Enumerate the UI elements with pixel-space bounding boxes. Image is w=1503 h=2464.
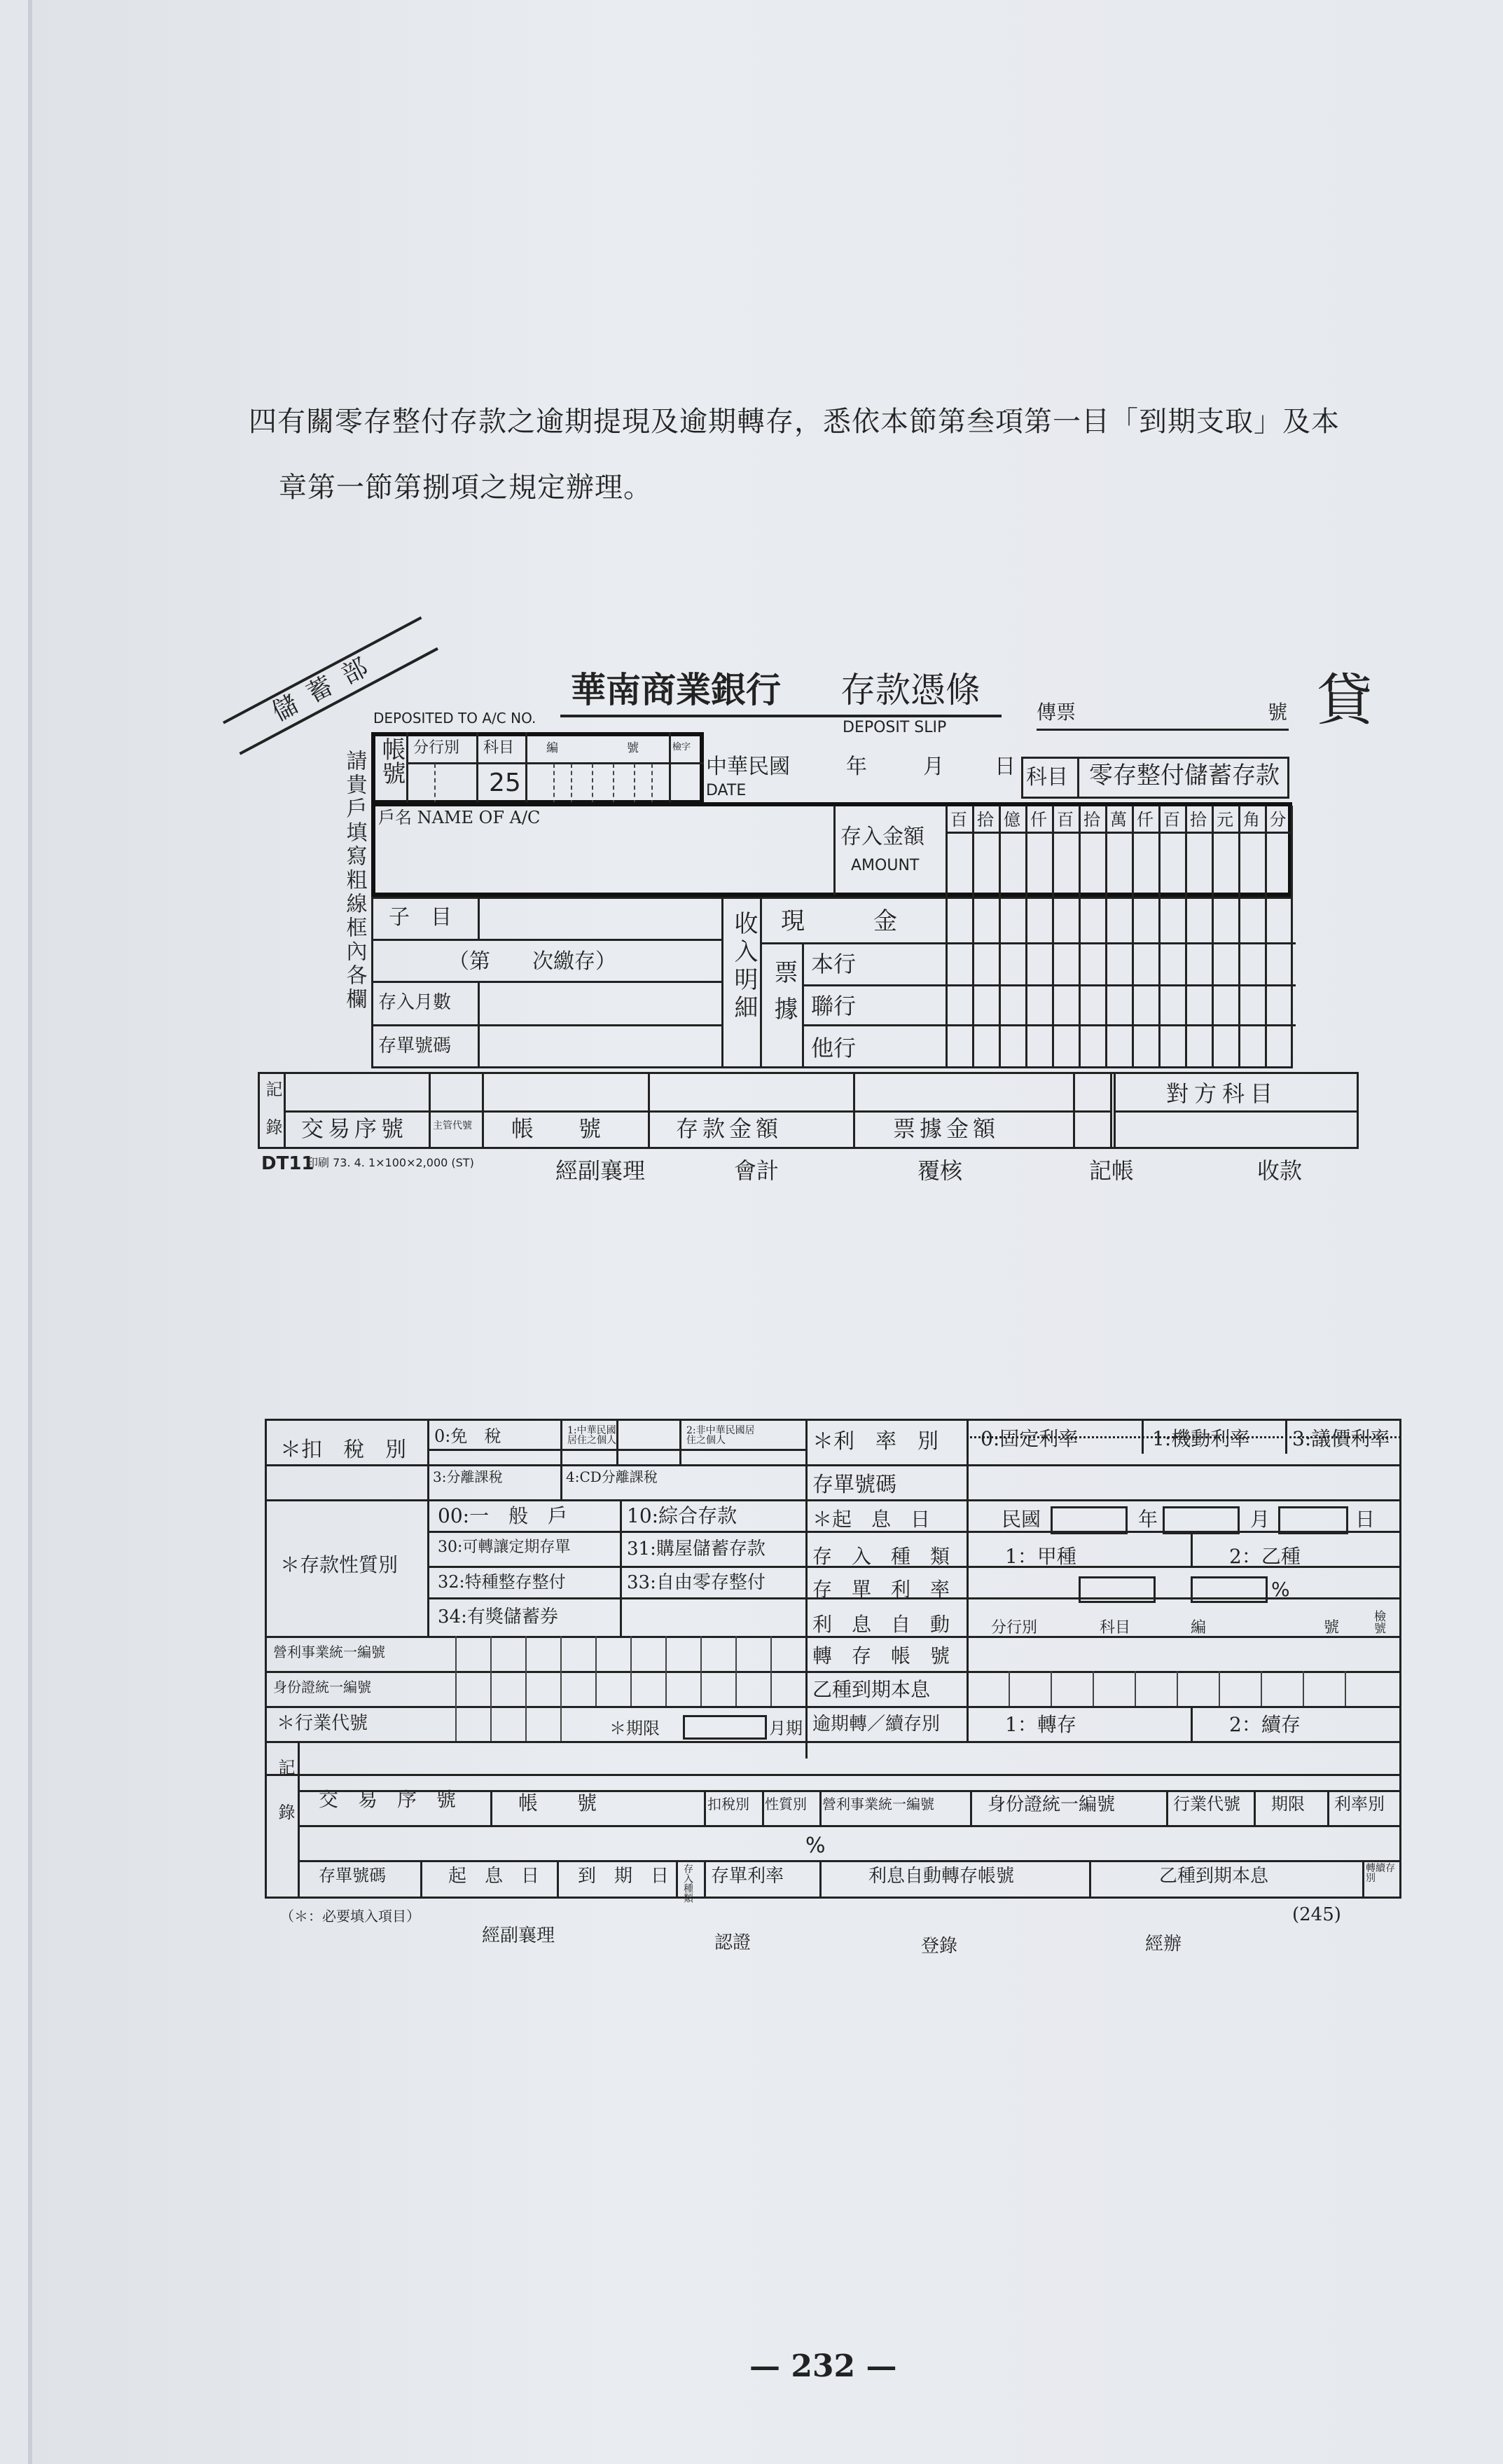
record-header-2: 利息自動轉存帳號: [868, 1866, 1015, 1887]
overdue-option: 2：續存: [1229, 1713, 1301, 1736]
roc-label: 民國: [1002, 1508, 1041, 1531]
date-en-label: DATE: [706, 782, 747, 799]
branch-label: 分行別: [413, 739, 460, 757]
account-no-label: 帳號: [378, 737, 406, 785]
rate-type-label: ＊利 率 別: [812, 1429, 938, 1454]
serial-label-2: 號: [627, 741, 639, 755]
form-print-info: 印刷 73. 4. 1×100×2,000 (ST): [307, 1156, 474, 1169]
receipt-detail-label: 收入明細: [730, 911, 758, 1023]
tax-label: ＊扣 稅 別: [280, 1438, 406, 1462]
months-label: 存入月數: [378, 992, 452, 1013]
record-header-2: 存單號碼: [319, 1866, 386, 1885]
deposit-rate-label: 存 單 利 率: [812, 1578, 950, 1601]
counter-account-label: 對方科目: [1166, 1080, 1279, 1107]
check-label: 檢號: [1374, 1610, 1386, 1636]
digit-label: 元: [1217, 810, 1233, 830]
day-label: 日: [995, 755, 1016, 779]
nature-option: 00:一 般 戶: [438, 1504, 568, 1527]
slip-approval: 記帳: [1089, 1157, 1135, 1184]
amount-en-label: AMOUNT: [851, 857, 920, 874]
number-label: 號: [1324, 1619, 1340, 1637]
sub-item-label: 子 目: [389, 905, 452, 930]
number-label: 號: [1268, 701, 1288, 724]
bank-own-label: 本行: [811, 951, 857, 977]
binding-edge: [28, 0, 32, 2464]
slip-title-en: DEPOSIT SLIP: [843, 719, 947, 736]
paragraph-line-2: 章第一節第捌項之規定辦理。: [279, 472, 652, 504]
rate-dec-box[interactable]: [1191, 1576, 1268, 1603]
overdue-option: 1：轉存: [1005, 1713, 1076, 1736]
rate-int-box[interactable]: [1079, 1576, 1156, 1603]
account-type: 零存整付儲蓄存款: [1089, 762, 1280, 790]
page-background: [28, 0, 1503, 2464]
start-date-label: ＊起 息 日: [812, 1508, 931, 1531]
deposited-to-label: DEPOSITED TO A/C NO.: [373, 710, 536, 727]
deposit-amount-label: 存款金額: [676, 1115, 783, 1142]
opening-approval: 經副襄理: [482, 1925, 555, 1946]
bank-name: 華南商業銀行: [571, 669, 781, 710]
serial-label: 編: [1191, 1619, 1207, 1637]
footnote: （＊：必要填入項目）: [280, 1908, 420, 1925]
record-label: 記錄: [275, 1758, 295, 1848]
business-id-label: 營利事業統一編號: [273, 1644, 385, 1660]
paragraph-line-1: 四有關零存整付存款之逾期提現及逾期轉存，悉依本節第叁項第一目「到期支取」及本: [249, 406, 1340, 438]
opening-approval: 認證: [714, 1932, 752, 1953]
subject-label: 科目: [1100, 1619, 1131, 1637]
record-header-2: 起 息 日: [448, 1866, 540, 1887]
subject-box-label: 科目: [1026, 765, 1068, 790]
slip-approval: 覆核: [917, 1157, 963, 1184]
digit-label: 百: [950, 810, 967, 830]
digit-label: 分: [1269, 810, 1287, 830]
roc-label: 中華民國: [706, 755, 790, 779]
name-label: 戶名 NAME OF A/C: [378, 808, 541, 827]
digit-label: 拾: [1083, 810, 1100, 830]
deposit-kind-label: 存 入 種 類: [812, 1545, 950, 1568]
record-header: 帳 號: [518, 1791, 597, 1815]
nature-label: ＊存款性質別: [280, 1553, 399, 1576]
kind-option: 1：甲種: [1005, 1545, 1076, 1568]
start-day-box[interactable]: [1278, 1506, 1348, 1534]
nature-option: 34:有獎儲蓄券: [438, 1606, 558, 1627]
bank-other-label: 他行: [811, 1035, 857, 1061]
credit-mark: 貸: [1317, 668, 1373, 733]
amount-label: 存入金額: [840, 825, 924, 849]
slip-approval: 經副襄理: [555, 1157, 646, 1184]
bill-amount-label: 票據金額: [893, 1115, 1000, 1142]
tax-option: 4:CD分離課稅: [566, 1468, 658, 1485]
record-header: 營利事業統一編號: [822, 1796, 934, 1812]
term-label: ＊期限: [609, 1719, 660, 1738]
nature-option: 30:可轉讓定期存單: [438, 1539, 571, 1556]
kind-option: 2：乙種: [1229, 1545, 1301, 1568]
auto-interest-label: 利 息 自 動: [812, 1613, 950, 1636]
digit-label: 億: [1004, 810, 1020, 830]
digit-label: 百: [1057, 810, 1074, 830]
digit-label: 百: [1163, 810, 1180, 830]
rate-option: 0:固定利率: [981, 1427, 1079, 1450]
digit-label: 拾: [977, 810, 994, 830]
tax-option: 0:免 稅: [434, 1426, 501, 1446]
record-header: 交 易 序 號: [319, 1788, 457, 1811]
tax-option: 1:中華民國居住之個人: [567, 1425, 616, 1446]
supervisor-code-label: 主管代號: [433, 1120, 472, 1131]
rate-option: 3:議價利率: [1292, 1427, 1390, 1450]
opening-approval: 登錄: [921, 1936, 958, 1957]
record-header: 利率別: [1334, 1794, 1385, 1814]
start-year-box[interactable]: [1051, 1506, 1128, 1534]
personal-id-label: 身份證統一編號: [273, 1679, 371, 1695]
digit-label: 仟: [1030, 810, 1047, 830]
digit-label: 拾: [1190, 810, 1207, 830]
record-header: 扣稅別: [707, 1796, 749, 1812]
slip-approval: 會計: [734, 1157, 780, 1184]
digit-label: 角: [1243, 810, 1260, 830]
record-header: 期限: [1271, 1794, 1305, 1814]
stamp-text: 儲蓄部: [268, 646, 385, 727]
slip-title: 存款憑條: [840, 670, 981, 710]
cash-label: 現 金: [781, 907, 904, 935]
nature-option: 31:購屋儲蓄存款: [627, 1539, 766, 1560]
record-header-2: 乙種到期本息: [1159, 1866, 1269, 1887]
start-month-box[interactable]: [1163, 1506, 1240, 1534]
page-number: — 232 —: [749, 2348, 897, 2384]
installment-label: （第 次繳存）: [448, 949, 616, 974]
slip-no-label: 存單號碼: [378, 1035, 452, 1057]
transfer-acct-label: 轉 存 帳 號: [812, 1644, 950, 1667]
account-col-label: 帳 號: [511, 1115, 602, 1142]
form-number: (245): [1292, 1904, 1341, 1925]
record-header: 性質別: [765, 1796, 807, 1812]
deposit-no-label: 存單號碼: [812, 1473, 896, 1497]
slip-approval: 收款: [1257, 1157, 1303, 1184]
digit-label: 萬: [1110, 810, 1127, 830]
serial-label: 編: [546, 741, 558, 755]
nature-option: 33:自由零存整付: [627, 1572, 766, 1593]
opening-approval: 經辦: [1145, 1934, 1182, 1955]
transfer-label: 傳票: [1037, 701, 1076, 724]
nature-option: 32:特種整存整付: [438, 1572, 566, 1592]
term-box[interactable]: [683, 1715, 767, 1740]
record-percent: %: [805, 1833, 826, 1858]
record-header-2: 到 期 日: [578, 1866, 670, 1887]
nature-option: 10:綜合存款: [627, 1504, 737, 1527]
record-header-2: 存單利率: [711, 1866, 784, 1887]
start-month-label: 月: [1250, 1508, 1270, 1531]
tax-option: 3:分離課稅: [433, 1468, 503, 1485]
tax-option: 2:非中華民國居住之個人: [686, 1425, 755, 1446]
record-header: 行業代號: [1173, 1794, 1240, 1814]
record-header-2: 存入種類: [682, 1864, 693, 1903]
subject-value: 25: [489, 769, 521, 797]
record-header-2: 轉續存別: [1366, 1863, 1395, 1884]
months-label: 月期: [769, 1719, 803, 1738]
form-code: DT11: [261, 1153, 314, 1174]
subject-label: 科目: [483, 739, 515, 757]
digit-label: 仟: [1137, 810, 1154, 830]
start-day-label: 日: [1355, 1508, 1376, 1531]
ledger-label: 記錄: [263, 1080, 282, 1156]
bank-union-label: 聯行: [811, 993, 857, 1019]
start-year-label: 年: [1138, 1508, 1158, 1531]
month-label: 月: [923, 755, 944, 779]
overdue-label: 逾期轉／續存別: [812, 1714, 941, 1735]
rate-percent: %: [1271, 1578, 1290, 1601]
txn-seq-label: 交易序號: [301, 1115, 408, 1142]
record-header: 身份證統一編號: [988, 1794, 1116, 1815]
year-label: 年: [846, 755, 867, 779]
check-label: 檢字: [672, 742, 691, 752]
branch-label: 分行別: [991, 1619, 1038, 1637]
rate-option: 1:機動利率: [1152, 1427, 1250, 1450]
bill-label: 票據: [770, 960, 798, 1033]
industry-code-label: ＊行業代號: [277, 1713, 368, 1734]
type-b-label: 乙種到期本息: [812, 1678, 931, 1701]
instruction-text: 請貴戶填寫粗線框內各欄: [342, 750, 367, 1012]
